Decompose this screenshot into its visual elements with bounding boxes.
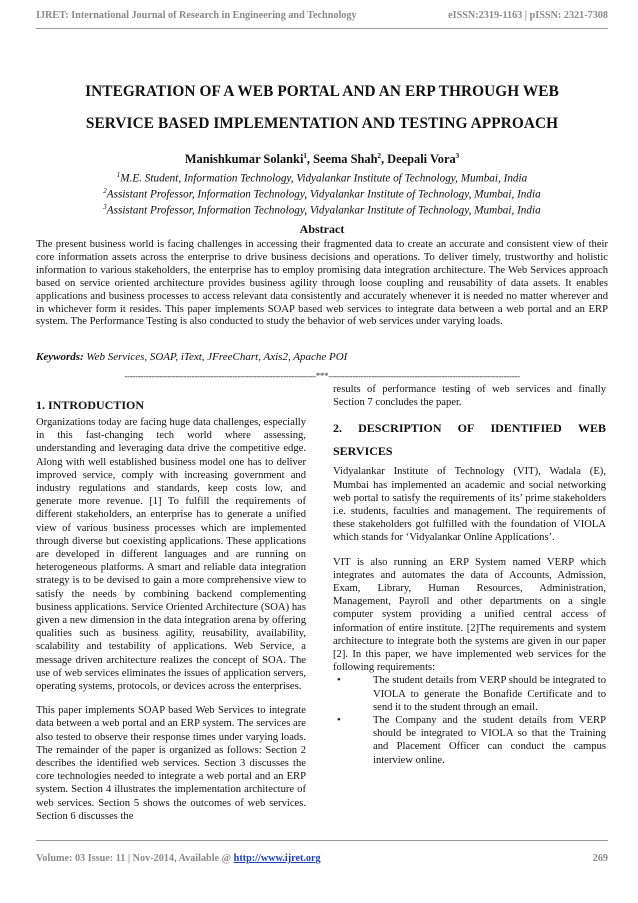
- heading-word: DESCRIPTION: [358, 421, 442, 436]
- section-heading: [333, 418, 606, 438]
- author-name: Manishkumar Solanki: [184, 152, 304, 167]
- bullet-icon: •: [337, 715, 341, 727]
- keywords: [36, 351, 608, 363]
- aff-sup: 1: [116, 171, 121, 179]
- aff-sup: 3: [103, 203, 107, 211]
- affiliation-3: [36, 200, 608, 219]
- journal-link[interactable]: http://www.ijret.org: [233, 853, 321, 864]
- paragraph: VIT is also running an ERP System named VERP which integrates and automates the data of Accounts, Admission, Exam, Library, Human Resources, Administration, Management, Payroll and other departments on a single computer system providing a unified central access of information of entire institute. [2]The requirements and system architecture to integrate both the systems are given in our paper [2]. In this paper, we have implemented web services for the following requirements:: [333, 556, 606, 674]
- header-rule: [36, 28, 608, 29]
- author-list: [36, 152, 608, 167]
- footer-volume: [36, 853, 321, 864]
- title-line-2: SERVICE BASED IMPLEMENTATION AND TESTING APPROACH: [85, 115, 559, 132]
- requirements-list: [333, 674, 606, 766]
- author-sup: 2: [377, 152, 381, 160]
- running-footer: [36, 853, 608, 864]
- column-left: [36, 398, 306, 834]
- heading-word: WEB: [577, 421, 606, 436]
- author-sup: 1: [303, 152, 307, 160]
- abstract-text: The present business world is facing challenges in accessing their fragmented data to create an accurate and consistent view of their core information assets across the enterprise to drive business decisions and operations. To deliver timely, trustworthy and holistic information to various stakeholders, the enterprise has to employ promising data integration architecture. The Web Services approach based on service oriented architecture provides business agility through loose coupling and reusability of data assets. It enables applications and business processes to access relevant data consistently and accurately whenever it is needed no matter wherever and in whichever form it resides. This paper implements SOAP based web services to integrate data between a web portal and an ERP system. The Performance Testing is also conducted to study the behavior of web services under varying loads.: [36, 239, 608, 328]
- paper-title: [36, 76, 608, 140]
- aff-text: Assistant Professor, Information Technology, Vidyalankar Institute of Technology, Mumbai, India: [106, 188, 541, 201]
- paragraph: Vidyalankar Institute of Technology (VIT), Wadala (E), Mumbai has implemented an academic and social networking web portal to satisfy the requirements of its’ prime stakeholders i.e. students, faculties and management. The requirements of these stakeholders got fulfilled with the foundation of VIOLA which stands for ‘Vidyalankar Online Applications’.: [333, 466, 606, 544]
- section-heading-cont: SERVICES: [333, 444, 393, 459]
- bullet-icon: •: [337, 675, 341, 687]
- author-sep: ,: [306, 152, 314, 167]
- paragraph: results of performance testing of web services and finally Section 7 concludes the paper.: [333, 384, 606, 409]
- author-name: Seema Shah: [313, 152, 378, 167]
- aff-text: M.E. Student, Information Technology, Vidyalankar Institute of Technology, Mumbai, India: [120, 172, 528, 185]
- author-name: Deepali Vora: [387, 152, 456, 167]
- footer-rule: [36, 840, 608, 841]
- volume-text: Volume: 03 Issue: 11 | Nov-2014, Available @: [36, 853, 234, 864]
- list-item: [333, 714, 606, 767]
- section-separator: -----------------------------------------------------------------------***-----------------------------------------------------------------------: [124, 371, 520, 381]
- running-header: [36, 10, 608, 21]
- list-item-text: The student details from VERP should be integrated to VIOLA to generate the Bonafide Certificate and to send it to the student through an email.: [373, 675, 606, 713]
- journal-name: IJRET: International Journal of Research in Engineering and Technology: [36, 10, 357, 21]
- heading-word: IDENTIFIED: [490, 421, 562, 436]
- heading-word: 2.: [333, 421, 342, 436]
- keywords-label: Keywords:: [36, 351, 84, 363]
- page-number: 269: [592, 853, 608, 864]
- author-sep: ,: [380, 152, 388, 167]
- abstract-heading: Abstract: [299, 222, 345, 236]
- issn: eISSN:2319-1163 | pISSN: 2321-7308: [448, 10, 608, 21]
- list-item: [333, 674, 606, 714]
- heading-word: OF: [457, 421, 475, 436]
- author-sup: 3: [455, 152, 460, 160]
- list-item-text: The Company and the student details from VERP should be integrated to VIOLA so that the Training and Placement Officer can conduct the campus interview online.: [373, 715, 606, 766]
- keywords-text: Web Services, SOAP, iText, JFreeChart, Axis2, Apache POI: [83, 351, 348, 363]
- column-right: [333, 383, 606, 767]
- title-line-1: INTEGRATION OF A WEB PORTAL AND AN ERP THROUGH WEB: [85, 83, 559, 100]
- section-heading: 1. INTRODUCTION: [36, 398, 145, 412]
- paragraph: This paper implements SOAP based Web Services to integrate data between a web portal and an ERP system. The services are also tested to observe their response times under varying loads. The remainder of the paper is organized as follows: Section 2 describes the identified web services. Section 3 discusses the core technologies needed to integrate a web portal and an ERP system. Section 4 illustrates the implementation architecture of web services. Section 5 shows the outcomes of web services. Section 6 discusses the: [36, 705, 306, 822]
- aff-sup: 2: [103, 187, 107, 195]
- aff-text: Assistant Professor, Information Technology, Vidyalankar Institute of Technology, Mumbai, India: [106, 204, 541, 217]
- paragraph: Organizations today are facing huge data challenges, especially in this fast-changing tech world where assessing, understanding and leveraging data drive the competitive edge. Along with well established business model one has to deliver improved service, comply with increasing government and industry regulations and standards, keep costs low, and generate more revenue. [1] To fulfill the requirements of different stakeholders, an enterprise has to generate a unified view of various business processes which are implemented through diverse but coexisting applications. These applications are developed in different languages and are running on heterogeneous platforms. A smart and reliable data integration strategy is to be devised to gain a more comprehensive view to satisfy the needs by combining backend complementing business applications. Service Oriented Architecture (SOA) has given a new dimension in the data integration arena by offering qualities such as business agility, reusability, availability, scalability and testability of applications. Web Service, a message driven architecture realizes the concept of SOA. The use of web services eliminates the issues of application servers, operating systems, protocols, or devices across the enterprises.: [36, 417, 306, 693]
